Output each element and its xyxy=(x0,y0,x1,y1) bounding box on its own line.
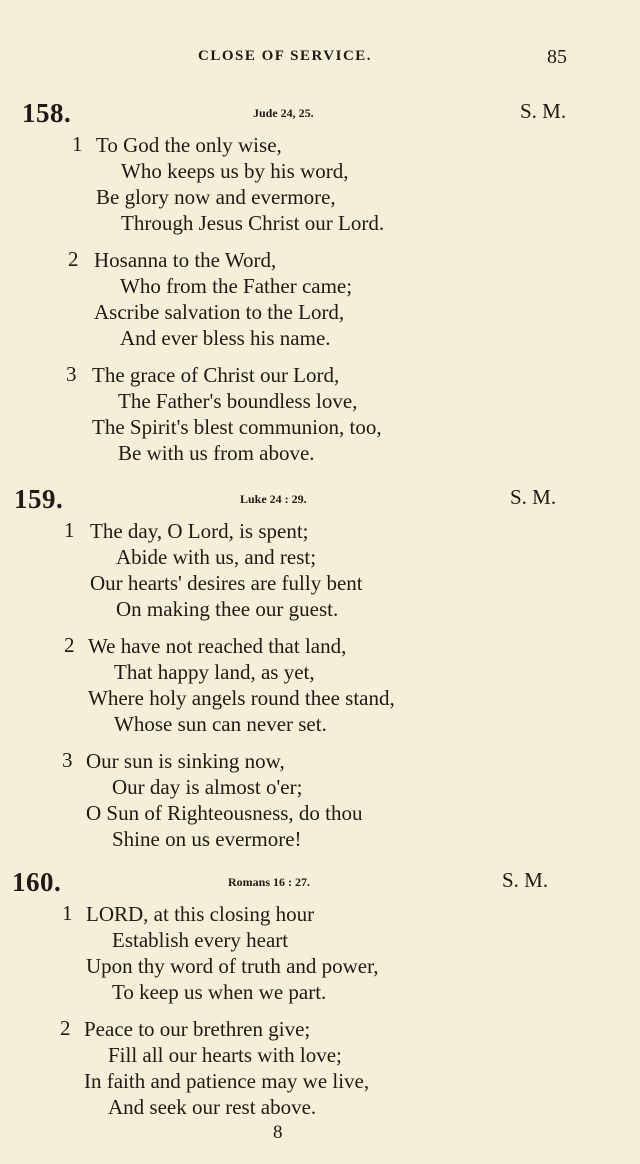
stanza xyxy=(0,1016,640,1120)
verse-line: We have not reached that land, xyxy=(88,634,347,658)
stanza xyxy=(0,518,640,622)
stanza-number: 1 xyxy=(72,132,83,156)
verse-line: Through Jesus Christ our Lord. xyxy=(121,211,385,235)
stanza xyxy=(0,901,640,1005)
meter: S. M. xyxy=(510,485,557,509)
scripture-reference: Romans 16 : 27. xyxy=(228,875,311,889)
hymn-number: 159. xyxy=(14,484,64,514)
verse-line: Our sun is sinking now, xyxy=(86,749,285,773)
hymn-159 xyxy=(0,484,640,863)
running-head xyxy=(0,48,640,72)
stanza-number: 3 xyxy=(62,748,73,772)
verse-line: The Spirit's blest communion, too, xyxy=(92,415,382,439)
verse-line: Whose sun can never set. xyxy=(114,712,327,736)
verse-line: Ascribe salvation to the Lord, xyxy=(94,300,345,324)
hymn-header xyxy=(0,484,640,514)
verse-line: Peace to our brethren give; xyxy=(84,1017,311,1041)
scripture-reference: Luke 24 : 29. xyxy=(240,492,307,506)
hymn-number: 160. xyxy=(12,867,62,897)
running-title: CLOSE OF SERVICE. xyxy=(198,48,373,64)
hymn-160 xyxy=(0,867,640,1120)
stanza-number: 2 xyxy=(64,633,75,657)
stanza-number: 2 xyxy=(60,1016,71,1040)
verse-line: Our hearts' desires are fully bent xyxy=(90,571,363,595)
verse-line: Shine on us evermore! xyxy=(112,827,302,851)
verse-line: Where holy angels round thee stand, xyxy=(88,686,395,710)
verse-line: Abide with us, and rest; xyxy=(116,545,317,569)
hymn-number: 158. xyxy=(22,98,72,128)
stanza xyxy=(0,633,640,737)
stanza xyxy=(0,132,640,236)
verse-line: In faith and patience may we live, xyxy=(84,1069,370,1093)
verse-line: That happy land, as yet, xyxy=(114,660,315,684)
stanza xyxy=(0,362,640,466)
stanza-number: 1 xyxy=(64,518,75,542)
signature-mark: 8 xyxy=(273,1122,283,1143)
scripture-reference: Jude 24, 25. xyxy=(253,106,314,120)
verse-line: Our day is almost o'er; xyxy=(112,775,303,799)
verse-line: O Sun of Righteousness, do thou xyxy=(86,801,363,825)
verse-line: Upon thy word of truth and power, xyxy=(86,954,379,978)
verse-line: And seek our rest above. xyxy=(108,1095,317,1119)
verse-line: On making thee our guest. xyxy=(116,597,339,621)
verse-line: And ever bless his name. xyxy=(120,326,331,350)
meter: S. M. xyxy=(502,868,549,892)
verse-line: To God the only wise, xyxy=(96,133,282,157)
verse-line: To keep us when we part. xyxy=(112,980,327,1004)
verse-line: Establish every heart xyxy=(112,928,289,952)
verse-line: Hosanna to the Word, xyxy=(94,248,277,272)
page-number: 85 xyxy=(547,46,567,68)
verse-line: Who from the Father came; xyxy=(120,274,353,298)
stanza-number: 1 xyxy=(62,901,73,925)
stanza-number: 2 xyxy=(68,247,79,271)
hymn-158 xyxy=(0,98,640,477)
hymn-header xyxy=(0,867,640,897)
verse-line: Fill all our hearts with love; xyxy=(108,1043,342,1067)
stanza-number: 3 xyxy=(66,362,77,386)
hymn-header xyxy=(0,98,640,128)
verse-line: The day, O Lord, is spent; xyxy=(90,519,309,543)
verse-line: LORD, at this closing hour xyxy=(86,902,315,926)
verse-line: Who keeps us by his word, xyxy=(121,159,349,183)
verse-line: The grace of Christ our Lord, xyxy=(92,363,340,387)
verse-line: Be with us from above. xyxy=(118,441,315,465)
stanza xyxy=(0,247,640,351)
stanza xyxy=(0,748,640,852)
verse-line: The Father's boundless love, xyxy=(118,389,358,413)
verse-line: Be glory now and evermore, xyxy=(96,185,336,209)
meter: S. M. xyxy=(520,99,567,123)
